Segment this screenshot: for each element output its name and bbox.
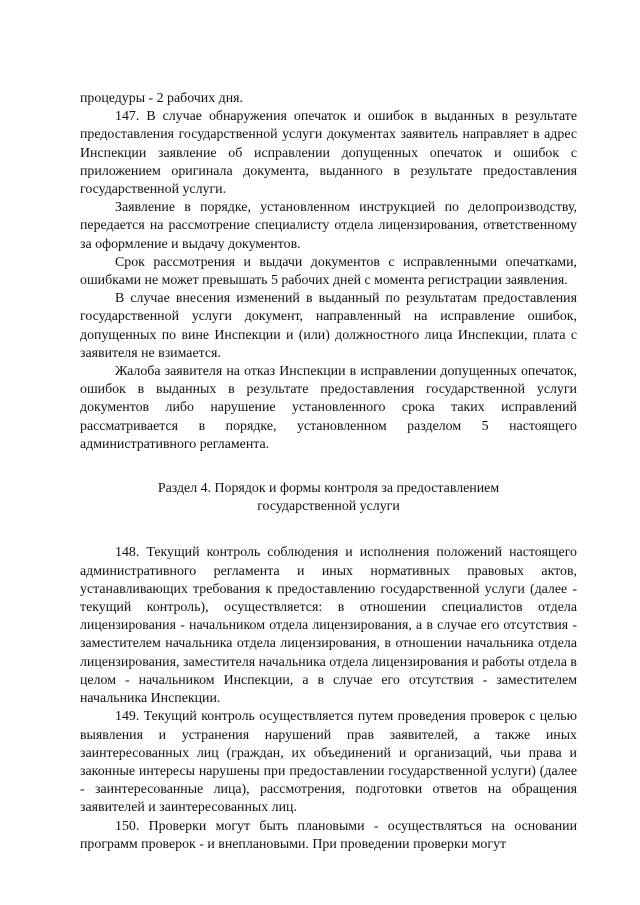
- paragraph-149: 149. Текущий контроль осуществляется путем проведения проверок с целью выявления и устранения нарушений прав заявителей, а также иных заинтересованных лиц (граждан, их объединений и организаций, чьи права и законные интересы нарушены при предоставлении государственной услуги) (далее - заинтересованные лица), рассмотрения, подготовки ответов на обращения заявителей и заинтересованных лиц.: [80, 709, 577, 816]
- document-page: [80, 90, 577, 854]
- paragraph-no-fee: В случае внесения изменений в выданный по результатам предоставления государственной услуги документ, направленный на исправление ошибок, допущенных по вине Инспекции и (или) должностного лица Инспекции, плата с заявителя не взимается.: [80, 291, 577, 361]
- paragraph-147: 147. В случае обнаружения опечаток и ошибок в выданных в результате предоставления государственной услуги документах заявитель направляет в адрес Инспекции заявление об исправлении допущенных опечаток и ошибок с приложением оригинала документа, выданного в результате предоставления государственной услуги.: [80, 109, 577, 198]
- paragraph-148: 148. Текущий контроль соблюдения и исполнения положений настоящего административного регламента и иных нормативных правовых актов, устанавливающих требования к предоставлению государственной услуги (далее - текущий контроль), осуществляется: в отношении специалистов отдела лицензирования - начальником отдела лицензирования, а в случае его отсутствия - заместителем начальника отдела лицензирования, в отношении начальника отдела лицензирования, заместителя начальника отдела лицензирования и работы отдела в целом - начальником Инспекции, а в случае его отсутствия - заместителем начальника Инспекции.: [80, 545, 577, 707]
- paragraph-continuation: процедуры - 2 рабочих дня.: [80, 91, 243, 106]
- paragraph-150: 150. Проверки могут быть плановыми - осуществляться на основании программ проверок - и внеплановыми. При проведении проверки могут: [80, 818, 577, 852]
- paragraph-application-procedure: Заявление в порядке, установленном инструкцией по делопроизводству, передается на рассмотрение специалисту отдела лицензирования, ответственному за оформление и выдачу документов.: [80, 200, 577, 252]
- paragraph-correction-deadline: Срок рассмотрения и выдачи документов с исправленными опечатками, ошибками не может превышать 5 рабочих дней с момента регистрации заявления.: [80, 254, 577, 289]
- paragraph-complaint: Жалоба заявителя на отказ Инспекции в исправлении допущенных опечаток, ошибок в выданных в результате предоставления государственной услуги документов либо нарушение установленного срока таких исправлений рассматривается в порядке, установленном разделом 5 настоящего административного регламента.: [80, 364, 577, 452]
- section-4-heading: Раздел 4. Порядок и формы контроля за предоставлением государственной услуги: [157, 481, 500, 515]
